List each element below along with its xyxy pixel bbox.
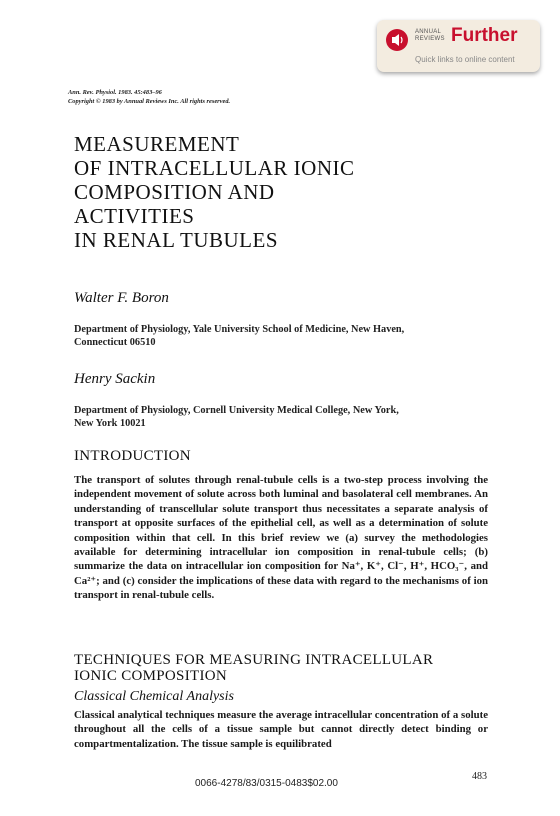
affiliation-line: Department of Physiology, Cornell University Medical College, New York,: [74, 405, 399, 416]
author-affiliation: [74, 323, 494, 349]
article-title: [74, 132, 354, 252]
article-code: 0066-4278/83/0315-0483$02.00: [195, 778, 338, 789]
affiliation-line: Department of Physiology, Yale University School of Medicine, New Haven,: [74, 324, 405, 335]
publisher-line2: REVIEWS: [415, 36, 445, 42]
copyright-line: Copyright © 1983 by Annual Reviews Inc. All rights reserved.: [68, 98, 231, 105]
annual-reviews-logo-icon: [386, 29, 408, 51]
further-label: Further: [451, 25, 518, 46]
heading-line: TECHNIQUES FOR MEASURING INTRACELLULAR: [74, 652, 434, 668]
subsection-heading: Classical Chemical Analysis: [74, 689, 234, 704]
affiliation-line: New York 10021: [74, 418, 146, 429]
title-line: IN RENAL TUBULES: [74, 228, 278, 252]
further-tagline: Quick links to online content: [415, 55, 515, 64]
publisher-line1: ANNUAL: [415, 29, 442, 35]
author-name: Henry Sackin: [74, 371, 156, 387]
title-line: MEASUREMENT: [74, 132, 240, 156]
affiliation-line: Connecticut 06510: [74, 337, 156, 348]
introduction-paragraph: The transport of solutes through renal-tubule cells is a two-step process involving the independent movement of solute across both luminal and basolateral cell membranes. An understanding of transcellular solute transport thus necessitates a separate analysis of transport at opposite surfaces of the epithelial cell, as well as a determination of solute composition within that cell. In this brief review we (a) survey the methodologies available for determining intracellular ion composition in renal-tubule cells; (b) summarize the data on intracellular ion composition for Na⁺, K⁺, Cl⁻, H⁺, HCO₃⁻, and Ca²⁺; and (c) consider the implications of these data with regard to the mechanisms of ion transport in renal-tubule cells.: [74, 474, 488, 602]
title-line: COMPOSITION AND: [74, 180, 275, 204]
journal-citation: Ann. Rev. Physiol. 1983. 45:483–96: [68, 89, 162, 96]
techniques-paragraph: Classical analytical techniques measure the average intracellular concentration of a solute throughout all the cells of a tissue sample but cannot directly detect binding or compartmentalization. The tissue sample is equilibrated: [74, 709, 488, 750]
title-line: ACTIVITIES: [74, 204, 195, 228]
page-number: 483: [472, 771, 487, 782]
citation: [68, 88, 230, 106]
section-heading-techniques: [74, 652, 433, 684]
title-line: OF INTRACELLULAR IONIC: [74, 156, 355, 180]
author-name: Walter F. Boron: [74, 290, 169, 306]
publisher-name: [415, 29, 445, 43]
section-heading-introduction: INTRODUCTION: [74, 448, 191, 464]
further-badge[interactable]: [377, 20, 540, 72]
heading-line: IONIC COMPOSITION: [74, 668, 228, 684]
author-affiliation: [74, 404, 494, 430]
